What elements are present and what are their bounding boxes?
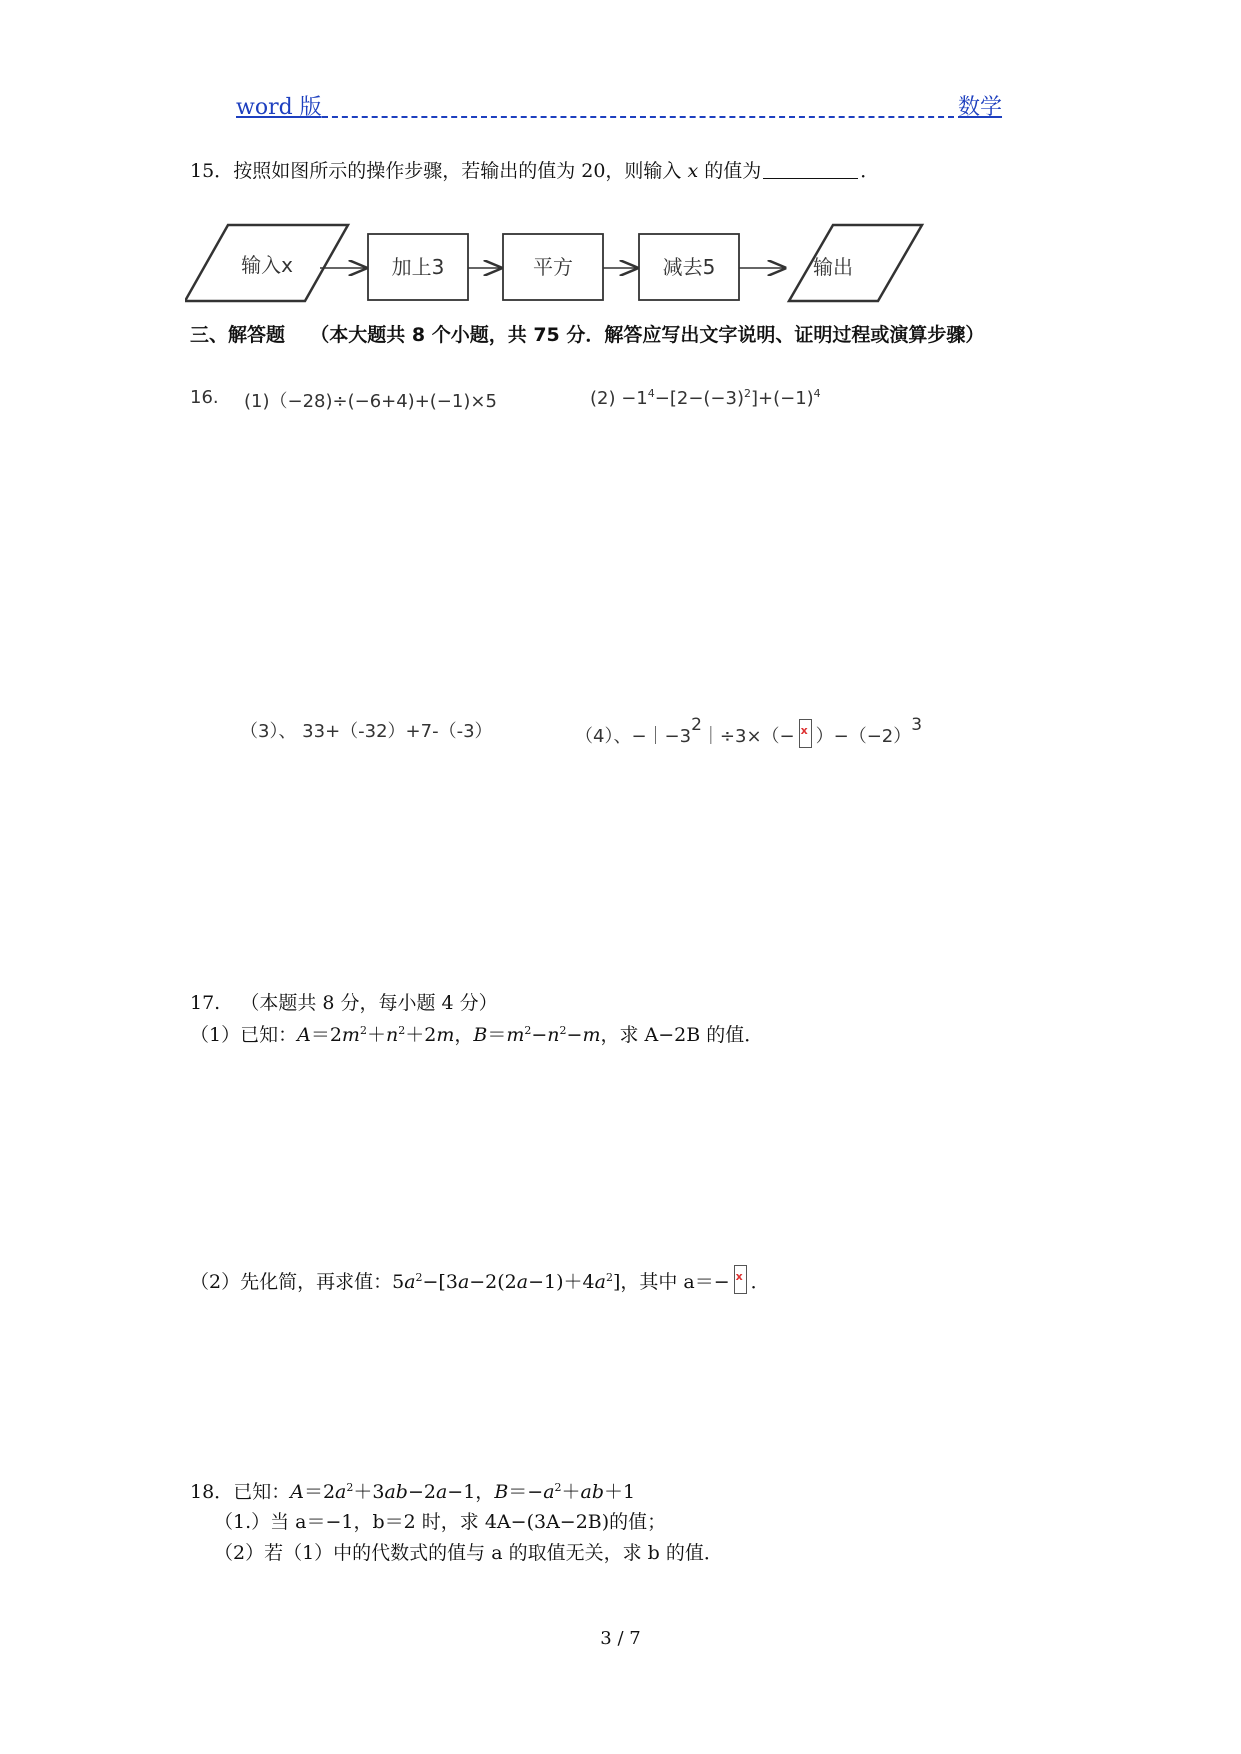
- question-15: [190, 156, 879, 183]
- q17-part-2: （2）先化简，再求值：$5a^2-[3a-2(2a-1)+4a^2]$，其中 a＝− x ．: [190, 1265, 770, 1294]
- q16-part-1: (1)（−28)÷(−6+4)+(−1)×5: [244, 391, 497, 412]
- flow-step2-label: 平方: [533, 255, 573, 279]
- flow-step2-node: [503, 234, 603, 300]
- broken-image-icon: x: [734, 1265, 747, 1294]
- header-divider: [322, 88, 954, 118]
- q15-text-after: 的值为: [698, 160, 762, 182]
- section-3-title: 三、解答题: [190, 324, 286, 346]
- flow-step3-node: [639, 234, 739, 300]
- q18-part-2: （2）若（1）中的代数式的值与 a 的取值无关，求 b 的值．: [214, 1542, 723, 1564]
- q18-given: 18．已知：$A=2a^2+3ab-2a-1$，$B=-a^2+ab+1$: [190, 1481, 636, 1503]
- q16-number: 16.: [190, 387, 219, 408]
- q17-number: 17.: [190, 992, 221, 1014]
- page-number: 3 / 7: [600, 1628, 641, 1649]
- broken-image-icon: x: [799, 719, 812, 748]
- flow-output-label: 输出: [813, 255, 853, 279]
- flow-output-node: [789, 225, 922, 301]
- flow-step1-label: 加上3: [391, 255, 445, 279]
- q16-part-2: $(2) -1^4-[2-(-3)^2]+(-1)^4$: [590, 387, 821, 409]
- flow-step1-node: [368, 234, 468, 300]
- flowchart: [185, 222, 925, 304]
- q17-heading: [190, 988, 498, 1015]
- flow-input-label: 输入x: [241, 253, 293, 277]
- q15-number: 15．: [190, 160, 234, 182]
- q17-intro: （本题共 8 分，每小题 4 分）: [240, 992, 498, 1014]
- section-3-heading: [190, 320, 984, 347]
- header-left-label: word 版: [236, 95, 322, 120]
- q17-part-1: （1）已知：$A=2m^2+n^2+2m$，$B=m^2-n^2-m$，求 A−2B 的值．: [190, 1024, 764, 1046]
- flow-step3-label: 减去5: [662, 255, 716, 279]
- q15-var: x: [687, 160, 699, 182]
- section-3-note: （本大题共 8 个小题，共 75 分．解答应写出文字说明、证明过程或演算步骤）: [310, 324, 985, 346]
- q18-part-1: （1.）当 a＝−1，b＝2 时，求 4A−(3A−2B)的值；: [214, 1511, 667, 1533]
- q15-end: ．: [860, 160, 880, 182]
- q16-part-3: （3）、 33+（-32）+7-（-3）: [240, 721, 493, 742]
- header-right-label: 数学: [958, 95, 1003, 120]
- flow-input-node: [185, 225, 348, 301]
- q15-text-before: 按照如图所示的操作步骤，若输出的值为 20，则输入: [233, 160, 688, 182]
- q16-part-4: （4）、$-|-3^2|\div 3\times(-$ x ）$-(-2)^3$: [575, 715, 923, 747]
- q15-answer-blank[interactable]: [763, 160, 858, 179]
